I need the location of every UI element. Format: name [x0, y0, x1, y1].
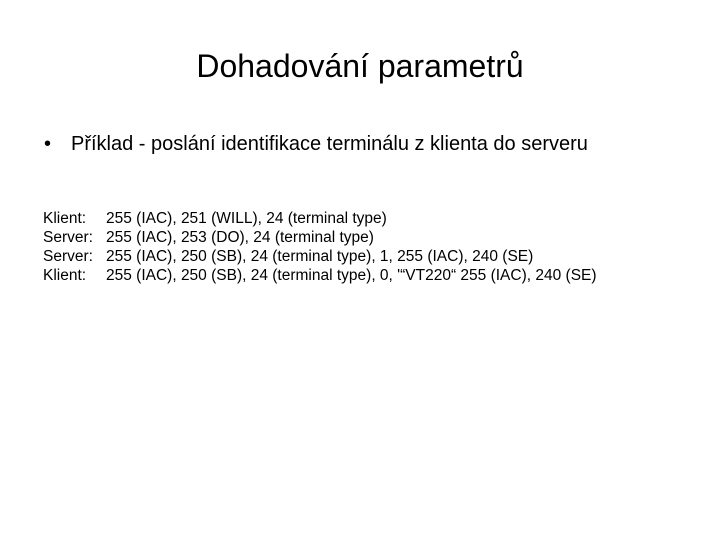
- telnet-exchange: [43, 209, 713, 285]
- exchange-line-3: [43, 247, 713, 266]
- exchange-message: 255 (IAC), 251 (WILL), 24 (terminal type): [106, 210, 387, 227]
- exchange-message: 255 (IAC), 253 (DO), 24 (terminal type): [106, 229, 374, 246]
- slide-title: Dohadování parametrů: [196, 48, 524, 84]
- bullet-marker: •: [44, 133, 52, 155]
- exchange-role: Server:: [43, 248, 93, 265]
- exchange-message: 255 (IAC), 250 (SB), 24 (terminal type), 1, 255 (IAC), 240 (SE): [106, 248, 534, 265]
- exchange-line-1: [43, 209, 713, 228]
- exchange-line-4: [43, 266, 713, 285]
- exchange-role: Klient:: [43, 267, 87, 284]
- exchange-role: Klient:: [43, 210, 87, 227]
- bullet-item: [44, 131, 684, 157]
- exchange-line-2: [43, 228, 713, 247]
- exchange-role: Server:: [43, 229, 93, 246]
- exchange-message: 255 (IAC), 250 (SB), 24 (terminal type), 0, '“VT220“ 255 (IAC), 240 (SE): [106, 267, 597, 284]
- bullet-text: Příklad - poslání identifikace terminálu z klienta do serveru: [71, 133, 588, 155]
